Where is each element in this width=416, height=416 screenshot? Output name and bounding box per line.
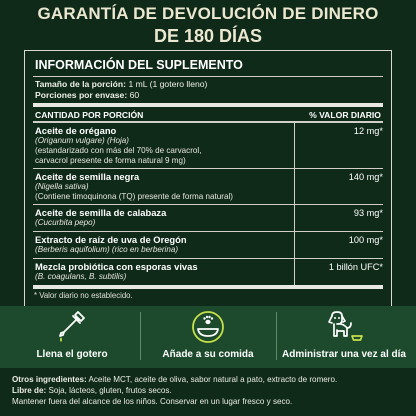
ingredient-row bbox=[35, 171, 383, 202]
ingredient-row bbox=[35, 207, 383, 228]
row-divider bbox=[33, 168, 383, 169]
step-add-to-food bbox=[143, 308, 273, 366]
servings-label: Porciones por envase: bbox=[35, 90, 128, 100]
dropper-icon bbox=[52, 308, 92, 346]
usage-steps-strip bbox=[0, 306, 416, 368]
ingredient-amount: 100 mg* bbox=[348, 235, 383, 245]
ingredient-detail: carvacrol presente de forma natural 9 mg) bbox=[35, 156, 186, 166]
serving-size-label: Tamaño de la porción: bbox=[35, 79, 127, 89]
daily-value-footnote: * Valor diario no establecido. bbox=[34, 291, 133, 300]
ingredient-name: Aceite de semilla negra bbox=[35, 171, 140, 182]
step-fill-dropper bbox=[7, 308, 137, 366]
ingredient-latin: (B. coagulans, B. subtilis) bbox=[35, 272, 127, 281]
amount-column-header: CANTIDAD POR PORCIÓN bbox=[35, 110, 144, 120]
step-label: Añade a su comida bbox=[162, 349, 254, 360]
ingredient-name: Extracto de raíz de uva de Oregón bbox=[35, 234, 187, 245]
ingredient-name: Aceite de semilla de calabaza bbox=[35, 207, 167, 218]
other-ingredients-label: Otros ingredientes: bbox=[12, 375, 87, 384]
title-divider bbox=[33, 76, 383, 77]
step-divider bbox=[276, 312, 277, 360]
ingredient-row bbox=[35, 234, 383, 255]
ingredient-detail: (Contiene timoquinona (TQ) presente de forma natural) bbox=[35, 192, 233, 202]
guarantee-line-1: GARANTÍA DE DEVOLUCIÓN DE DINERO bbox=[37, 4, 379, 23]
ingredient-amount: 140 mg* bbox=[348, 172, 383, 182]
servings-value: 60 bbox=[129, 90, 140, 100]
ingredient-latin: (Cucurbita pepo) bbox=[35, 218, 96, 227]
daily-value-column-header: % VALOR DIARIO bbox=[309, 110, 381, 120]
ingredient-latin: (Origanum vulgare) (Hoja) bbox=[35, 136, 130, 145]
ingredient-row bbox=[35, 125, 383, 167]
free-from bbox=[12, 385, 412, 396]
row-divider bbox=[33, 258, 383, 259]
ingredient-amount: 12 mg* bbox=[353, 126, 383, 136]
ingredient-name: Aceite de orégano bbox=[35, 125, 117, 136]
guarantee-line-2: DE 180 DÍAS bbox=[153, 26, 263, 46]
step-once-daily bbox=[279, 308, 409, 366]
ingredient-detail: (estandarizado con más del 70% de carvacrol, bbox=[35, 146, 202, 156]
step-divider bbox=[140, 312, 141, 360]
pet-food-bowl-icon bbox=[188, 308, 228, 346]
bottom-thick-divider bbox=[33, 285, 383, 289]
row-divider bbox=[33, 204, 383, 205]
ingredient-latin: (Nigella sativa) bbox=[35, 182, 89, 191]
ingredient-latin: (Berberis aquifolium) (rico en berberina) bbox=[35, 245, 179, 254]
guarantee-header bbox=[0, 4, 416, 47]
row-divider bbox=[33, 231, 383, 232]
serving-size bbox=[35, 79, 207, 89]
panel-title: INFORMACIÓN DEL SUPLEMENTO bbox=[35, 58, 243, 72]
serving-size-value: 1 mL (1 gotero lleno) bbox=[128, 79, 208, 89]
other-ingredients bbox=[12, 374, 412, 385]
free-from-value: Soja, lácteos, gluten, frutos secos. bbox=[48, 386, 172, 395]
step-label: Administrar una vez al día bbox=[282, 349, 406, 360]
supplement-facts-panel bbox=[24, 50, 392, 312]
ingredient-name: Mezcla probiótica con esporas vivas bbox=[35, 261, 198, 272]
step-label: Llena el gotero bbox=[36, 349, 108, 360]
ingredient-amount: 1 billón UFC* bbox=[328, 262, 383, 272]
header-thick-divider bbox=[33, 103, 383, 107]
other-ingredients-value: Aceite MCT, aceite de oliva, sabor natural a pato, extracto de romero. bbox=[88, 375, 338, 384]
free-from-label: Libre de: bbox=[12, 386, 47, 395]
dog-with-bowl-icon bbox=[322, 308, 366, 346]
storage-warning: Mantener fuera del alcance de los niños. Conservar en un lugar fresco y seco. bbox=[12, 397, 293, 406]
column-header-divider bbox=[33, 121, 383, 123]
ingredient-amount: 93 mg* bbox=[353, 208, 383, 218]
servings-per-container bbox=[35, 90, 139, 100]
